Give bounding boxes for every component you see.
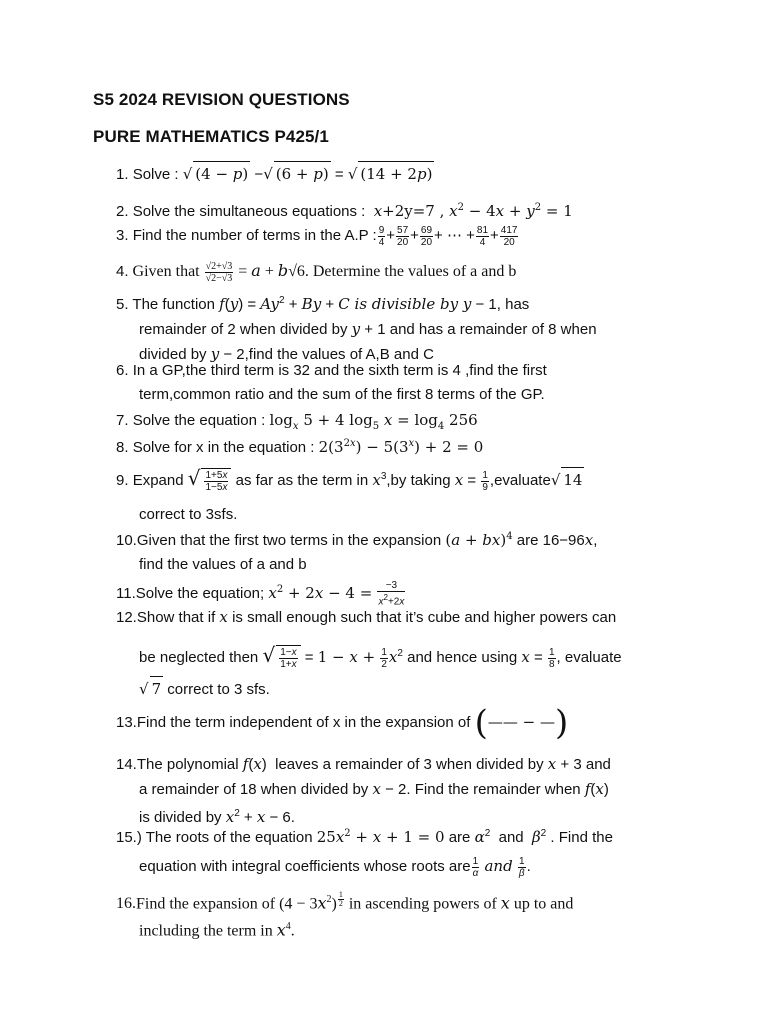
question-2: 2. Solve the simultaneous equations : x+2y=7 , $x^2 - 4x + y^2 = 1$	[116, 202, 573, 220]
question-14: 14.The polynomial f(x) leaves a remainder of 3 when divided by x + 3 and a remainder of 18 when divided by x − 2. Find the remainder when f(x) is divided by $x^2 + x - 6$.	[116, 755, 611, 826]
question-9: 9. Expand √ $\frac{1+5x}{1-5x}$ as far as the term in $x^3,by$ taking x = $\frac{1}{9}$ ,evaluate√ 14 correct to 3sfs.	[116, 466, 583, 523]
question-3: 3. Find the number of terms in the A.P : $\frac{9}{4}$ + $\frac{57}{20}$ + $\frac{69}{20}$ + ⋯ + $\frac{81}{4}$ + $\frac{417}{20}$	[116, 224, 518, 248]
question-5: 5. The function $f(y) = Ay^2 + By + C$ is divisible by y − 1, has remainder of 2 when divided by y + 1 and has a remainder of 8 when divided by y − 2,find the values of A,B and C	[116, 295, 597, 363]
question-15: 15.) The roots of the equation $25x^2 + x + 1 = 0$ are $\alpha^2$ and $\beta^2$ . Find the equation with integral coefficients whose roots are $\frac{1}{\alpha}$ and $\frac{1}{\beta}$ .	[116, 828, 613, 879]
question-16: 16.Find the expansion of $(4 - 3x^2)$ $^{\frac{1}{2}}$ in ascending powers of x up to and including the term in $x^4$.	[116, 890, 574, 940]
question-4: 4. Given that $\frac{√2+√3}{√2-√3}$ = a + b√6. Determine the values of a and b	[116, 260, 517, 284]
question-6: 6. In a GP,the third term is 32 and the sixth term is 4 ,find the first term,common ratio and the sum of the first 8 terms of the GP.	[116, 362, 547, 403]
question-11: 11.Solve the equation; $x^2 + 2x - 4$ = $\frac{-3}{x^2+2x}$	[116, 580, 405, 608]
question-13: 13.Find the term independent of x in the expansion of (—— − —)	[116, 703, 569, 744]
question-10: 10.Given that the first two terms in the expansion (a + bx)$^4$ are 16−96x, find the values of a and b	[116, 531, 598, 573]
document-subtitle: PURE MATHEMATICS P425/1	[93, 127, 329, 146]
question-8: 8. Solve for x in the equation : $2(3^{2x}) - 5(3^x) + 2 = 0$	[116, 438, 484, 456]
question-7: 7. Solve the equation : $\log_x 5 + 4$ $\log_5 x = \log_4 256$	[116, 411, 478, 432]
question-1: 1. Solve : √ (4 − p) −√ (6 + p) = √ (14 + 2p)	[116, 161, 676, 187]
document-title: S5 2024 REVISION QUESTIONS	[93, 90, 350, 109]
question-12: 12.Show that if x is small enough such that it’s cube and higher powers can be neglected then √ $\frac{1-x}{1+x}$ = 1 − x + $\frac{1}{2}$ $x^2$ and hence using x = $\frac{1}{8}$ , evaluate √ 7 correct to 3 sfs.	[116, 605, 676, 702]
